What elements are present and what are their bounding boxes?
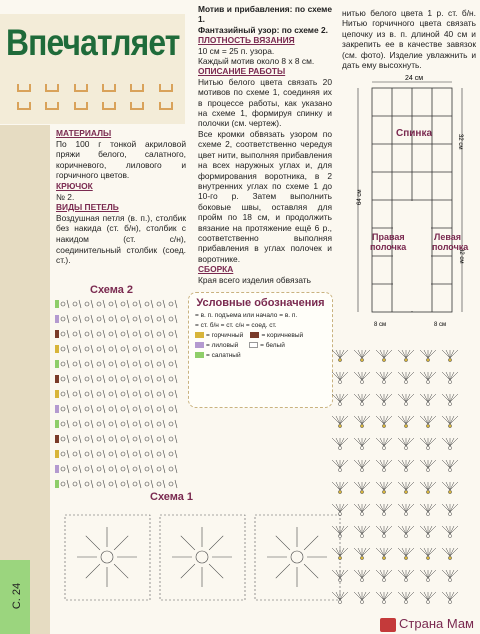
legend-row-1: = в. п. подъема или начало = в. п.	[195, 312, 298, 319]
work-heading: ОПИСАНИЕ РАБОТЫ	[198, 66, 286, 77]
materials-text: По 100 г тонкой акриловой пряжи белого, салатного, коричневого, лилового и горчичного цветов.	[56, 138, 186, 181]
schema2-label: Схема 2	[90, 284, 134, 296]
assembly-heading: СБОРКА	[198, 264, 234, 275]
materials-heading: МАТЕРИАЛЫ	[56, 128, 112, 138]
density-text-2: Каждый мотив около 8 х 8 см.	[198, 56, 315, 67]
middle-column	[198, 4, 332, 285]
legend-lilac: = лиловый = белый	[195, 342, 332, 349]
stitches-heading: ВИДЫ ПЕТЕЛЬ	[56, 202, 119, 213]
decor-row	[10, 84, 180, 98]
page-title: Впечатляет	[6, 22, 180, 63]
schema1-label: Схема 1	[150, 491, 194, 503]
schema1-diagram	[55, 340, 480, 634]
mustard-swatch	[195, 332, 204, 338]
density-heading: ПЛОТНОСТЬ ВЯЗАНИЯ	[198, 35, 295, 46]
motif-line: Мотив и прибавления: по схеме 1.	[198, 4, 332, 25]
work-text-1: Нитью белого цвета связать 20 мотивов по схеме 1, соединяя их в процессе работы, как указано на схеме 1, формируя спинку и полочки (см. чертеж).	[198, 76, 332, 129]
watermark: Страна Мам	[380, 616, 474, 632]
bottom-right-label: 8 см	[434, 322, 447, 328]
left-front-label-1: Левая	[434, 232, 461, 242]
right-column	[342, 8, 476, 70]
right-top-label: 32 см	[457, 134, 463, 150]
width-label: 24 см	[405, 75, 424, 82]
watermark-logo-icon	[380, 618, 396, 632]
garment-schematic	[350, 72, 475, 332]
back-label: Спинка	[396, 128, 433, 139]
hook-heading: КРЮЧОК	[56, 180, 93, 191]
height-label: 64 см	[357, 189, 363, 205]
pattern-line: Фантазийный узор: по схеме 2.	[198, 24, 328, 35]
stitches-text: Воздушная петля (в. п.), столбик без накида (ст. б/н), столбик с накидом (ст. с/н), соединительный столбик (соед. ст.).	[56, 212, 186, 266]
work-text-2: Все кромки обвязать узором по схеме 2, соответственно чередуя цвет нити, выполняя прибавления на всех наружных углах и, для формирования воротника, в 2 внутренних углах по схеме 1 до 10-го р. Затем выполнить боковые швы, оставляя для пройм по 18 см, и продолжить вязание на протяжение ещё 6 р., соответственно выполняя прибавления в углах полочек и воротнике.	[198, 128, 332, 264]
density-text-1: 10 см = 25 п. узора.	[198, 45, 275, 56]
hook-text: № 2.	[56, 191, 75, 202]
brown-swatch	[250, 332, 259, 338]
legend-salad: = салатный	[195, 352, 332, 359]
decor-row	[10, 102, 180, 116]
left-front-label-2: полочка	[432, 242, 469, 252]
right-bottom-label: 32 см	[458, 248, 464, 264]
right-front-label-2: полочка	[370, 242, 407, 252]
left-column	[56, 128, 186, 266]
right-front-label-1: Правая	[372, 232, 405, 242]
page-number: С. 24	[11, 582, 24, 610]
legend-row-2: = ст. б/н = ст. с/н = соед. ст.	[195, 322, 277, 329]
left-margin-bar	[0, 125, 50, 634]
bottom-left-label: 8 см	[374, 322, 387, 328]
right-column-text: нитью белого цвета 1 р. ст. б/н. Нитью горчичного цвета связать цепочку из в. п. длиной 40 см и закрепить ее в качестве завязок (см. фото). Изделие увлажнить и дать ему высохнуть.	[342, 8, 476, 71]
legend-title: Условные обозначения	[196, 297, 325, 309]
assembly-text: Края всего изделия обвязать	[198, 274, 311, 285]
legend-mustard: = горчичный = коричневый	[195, 332, 332, 339]
